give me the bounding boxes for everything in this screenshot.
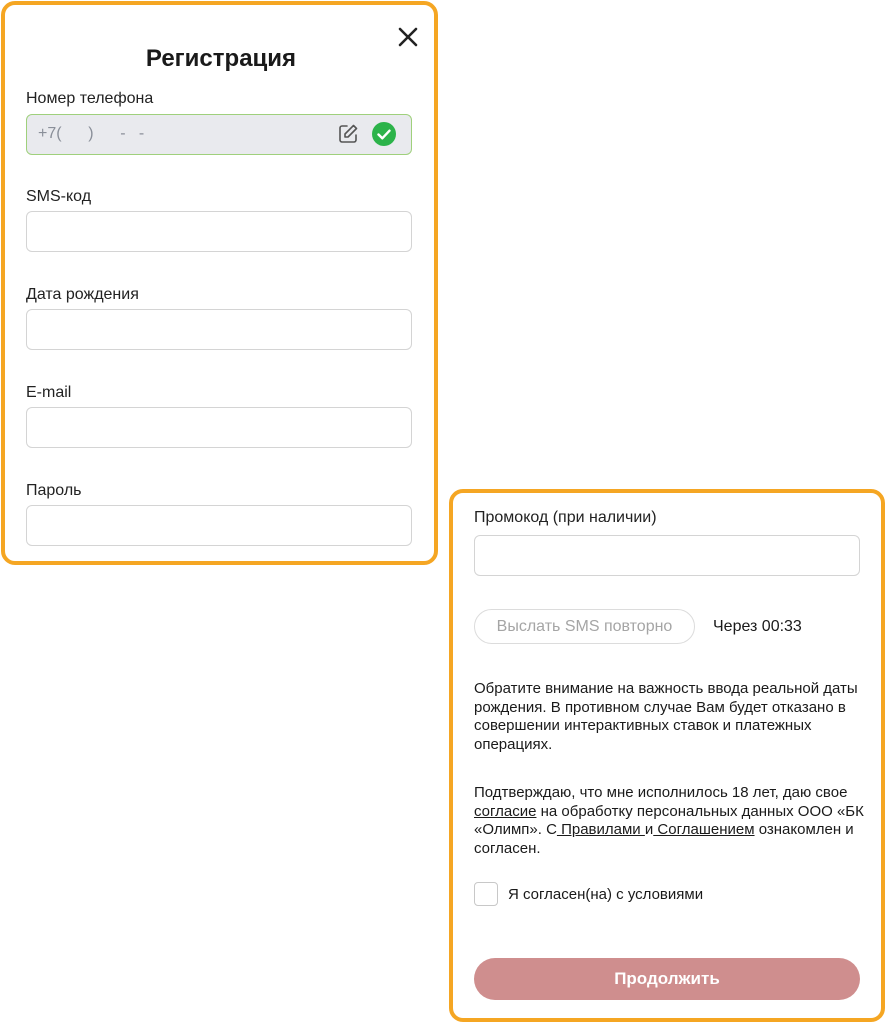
- promo-field[interactable]: [474, 535, 860, 576]
- check-circle-icon: [372, 122, 396, 146]
- birthdate-input[interactable]: [27, 310, 411, 349]
- birthdate-notice: Обратите внимание на важность ввода реальной даты рождения. В противном случае Вам будет отказано в совершении интерактивных ставок и платежных операциях.: [474, 680, 858, 753]
- resend-timer: Через 00:33: [713, 618, 802, 635]
- promo-input[interactable]: [475, 536, 859, 575]
- rules-link[interactable]: Правилами: [556, 821, 645, 838]
- registration-panel: [1, 1, 438, 565]
- phone-field[interactable]: [26, 114, 412, 155]
- email-input[interactable]: [27, 408, 411, 447]
- consent-text: [474, 784, 869, 858]
- consent-link[interactable]: согласие: [474, 802, 537, 820]
- resend-sms-button[interactable]: Выслать SMS повторно: [474, 609, 695, 644]
- agreement-checkbox[interactable]: [474, 882, 498, 906]
- agreement-checkbox-label[interactable]: Я согласен(на) с условиями: [508, 886, 704, 903]
- promo-label: Промокод (при наличии): [474, 509, 657, 526]
- birthdate-field[interactable]: [26, 309, 412, 350]
- password-field[interactable]: [26, 505, 412, 546]
- phone-mask: +7( ) - -: [38, 125, 145, 142]
- sms-input[interactable]: [27, 212, 411, 251]
- consent-text-part: на обработку персональных данных ООО «БК «Олимп». С: [474, 802, 864, 838]
- agreement-link[interactable]: Соглашением: [653, 821, 755, 838]
- sms-label: SMS-код: [26, 188, 92, 205]
- modal-title: Регистрация: [145, 45, 297, 72]
- email-label: E-mail: [26, 384, 72, 401]
- consent-text-part: и: [644, 821, 654, 838]
- email-field[interactable]: [26, 407, 412, 448]
- consent-text-part: Подтверждаю, что мне исполнилось 18 лет, даю свое: [474, 784, 848, 801]
- password-input[interactable]: [27, 506, 411, 545]
- phone-label: Номер телефона: [26, 90, 154, 107]
- sms-field[interactable]: [26, 211, 412, 252]
- password-label: Пароль: [26, 482, 82, 499]
- birthdate-label: Дата рождения: [26, 286, 139, 303]
- continue-button[interactable]: Продолжить: [474, 958, 860, 1000]
- consent-text-part: ознакомлен и согласен.: [474, 821, 854, 857]
- edit-icon[interactable]: [337, 123, 359, 145]
